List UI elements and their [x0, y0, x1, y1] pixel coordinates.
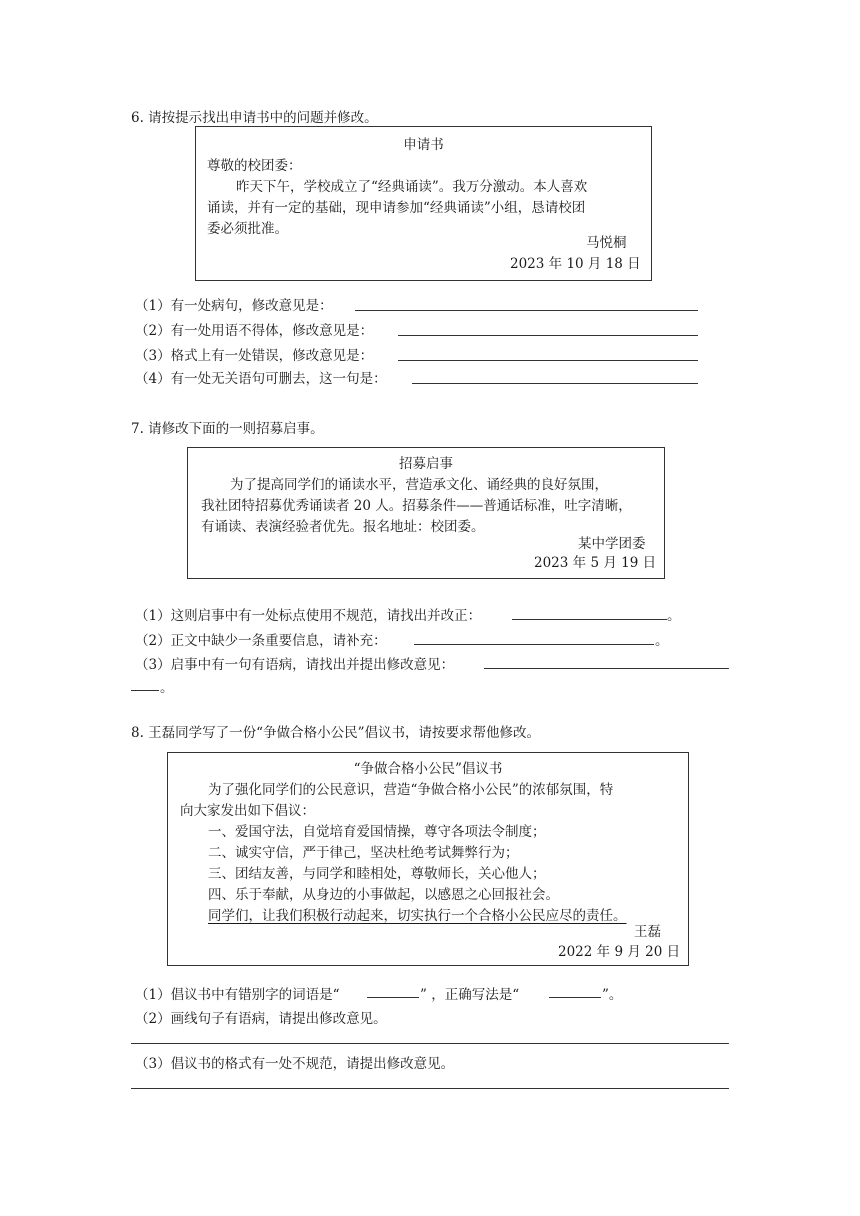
letter-body-line: 昨天下午，学校成立了“经典诵读”。我万分激动。本人喜欢 — [236, 179, 588, 195]
notice-signature: 某中学团委 — [578, 536, 646, 552]
recruitment-notice-box — [187, 447, 665, 579]
q7-item-3-period: 。 — [160, 680, 174, 696]
notice-heading: 招募启事 — [399, 456, 453, 472]
q7-answer-line-3b[interactable] — [131, 690, 159, 691]
q8-item-2: （2）画线句子有语病，请提出修改意见。 — [135, 1011, 387, 1027]
notice-body-line: 我社团特招募优秀诵读者 20 人。招募条件——普通话标准，吐字清晰， — [201, 498, 632, 514]
q7-item-3: （3）启事中有一句有语病，请找出并提出修改意见： — [135, 657, 455, 673]
notice-date: 2023 年 5 月 19 日 — [534, 555, 657, 571]
q8-answer-line-3[interactable] — [131, 1088, 729, 1089]
q8-title: 8. 王磊同学写了一份“争做合格小公民”倡议书，请按要求帮他修改。 — [131, 725, 540, 741]
q7-answer-line-1[interactable] — [512, 619, 667, 620]
q6-item-3: （3）格式上有一处错误，修改意见是： — [135, 348, 374, 364]
q8-answer-blank-1[interactable] — [367, 997, 419, 998]
q7-answer-line-2[interactable] — [414, 644, 654, 645]
q7-item-2-period: 。 — [655, 633, 669, 649]
letter-body-line: 委必须批准。 — [207, 221, 288, 237]
q6-answer-line-2[interactable] — [398, 335, 698, 336]
proposal-body-line: 为了强化同学们的公民意识，营造“争做合格小公民”的浓郁氛围，特 — [208, 782, 614, 798]
q6-item-1: （1）有一处病句，修改意见是： — [135, 298, 333, 314]
proposal-date: 2022 年 9 月 20 日 — [558, 944, 681, 960]
q7-item-1: （1）这则启事中有一处标点使用不规范，请找出并改正： — [135, 608, 482, 624]
proposal-body-line: 二、诚实守信，严于律己，坚决杜绝考试舞弊行为； — [208, 845, 519, 861]
q8-item-1-part-b: ” ，正确写法是“ — [420, 987, 520, 1003]
q6-answer-line-1[interactable] — [355, 310, 698, 311]
proposal-body-line: 一、爱国守法，自觉培育爱国情操，尊守各项法令制度； — [208, 824, 546, 840]
q6-answer-line-4[interactable] — [412, 383, 698, 384]
application-letter-box — [195, 126, 652, 281]
q6-item-4: （4）有一处无关语句可删去，这一句是： — [135, 371, 387, 387]
proposal-underlined-sentence: 同学们，让我们积极行动起来，切实执行一个合格小公民应尽的责任。 — [208, 908, 627, 924]
q6-answer-line-3[interactable] — [398, 360, 698, 361]
proposal-signature: 王磊 — [634, 924, 661, 940]
notice-body-line: 有诵读、表演经验者优先。报名地址：校团委。 — [201, 519, 485, 535]
letter-date: 2023 年 10 月 18 日 — [510, 256, 641, 272]
proposal-body-line: 三、团结友善，与同学和睦相处，尊敬师长，关心他人； — [208, 866, 546, 882]
q8-item-1-part-c: ”。 — [602, 987, 623, 1003]
q8-answer-blank-2[interactable] — [549, 997, 601, 998]
q8-answer-line-2[interactable] — [131, 1043, 729, 1044]
notice-body-line: 为了提高同学们的诵读水平，营造承文化、诵经典的良好氛围， — [230, 477, 608, 493]
letter-body-line: 诵读，并有一定的基础，现申请参加“经典诵读”小组，恳请校团 — [207, 200, 586, 216]
q7-item-2: （2）正文中缺少一条重要信息，请补充： — [135, 633, 387, 649]
proposal-heading: “争做合格小公民”倡议书 — [353, 761, 503, 777]
proposal-body-line: 向大家发出如下倡议： — [180, 803, 315, 819]
q8-item-1-part-a: （1）倡议书中有错别字的词语是“ — [135, 987, 340, 1003]
q6-title: 6. 请按提示找出申请书中的问题并修改。 — [131, 110, 378, 126]
letter-signature: 马悦桐 — [586, 235, 627, 251]
proposal-box — [167, 752, 689, 966]
q7-item-1-period: 。 — [667, 608, 681, 624]
q7-title: 7. 请修改下面的一则招募启事。 — [131, 421, 324, 437]
q7-answer-line-3a[interactable] — [484, 668, 729, 669]
letter-salutation: 尊敬的校团委： — [207, 158, 302, 174]
q8-item-3: （3）倡议书的格式有一处不规范，请提出修改意见。 — [135, 1056, 455, 1072]
q6-item-2: （2）有一处用语不得体，修改意见是： — [135, 323, 374, 339]
proposal-body-line: 四、乐于奉献，从身边的小事做起，以感恩之心回报社会。 — [208, 887, 559, 903]
letter-heading: 申请书 — [403, 137, 444, 153]
